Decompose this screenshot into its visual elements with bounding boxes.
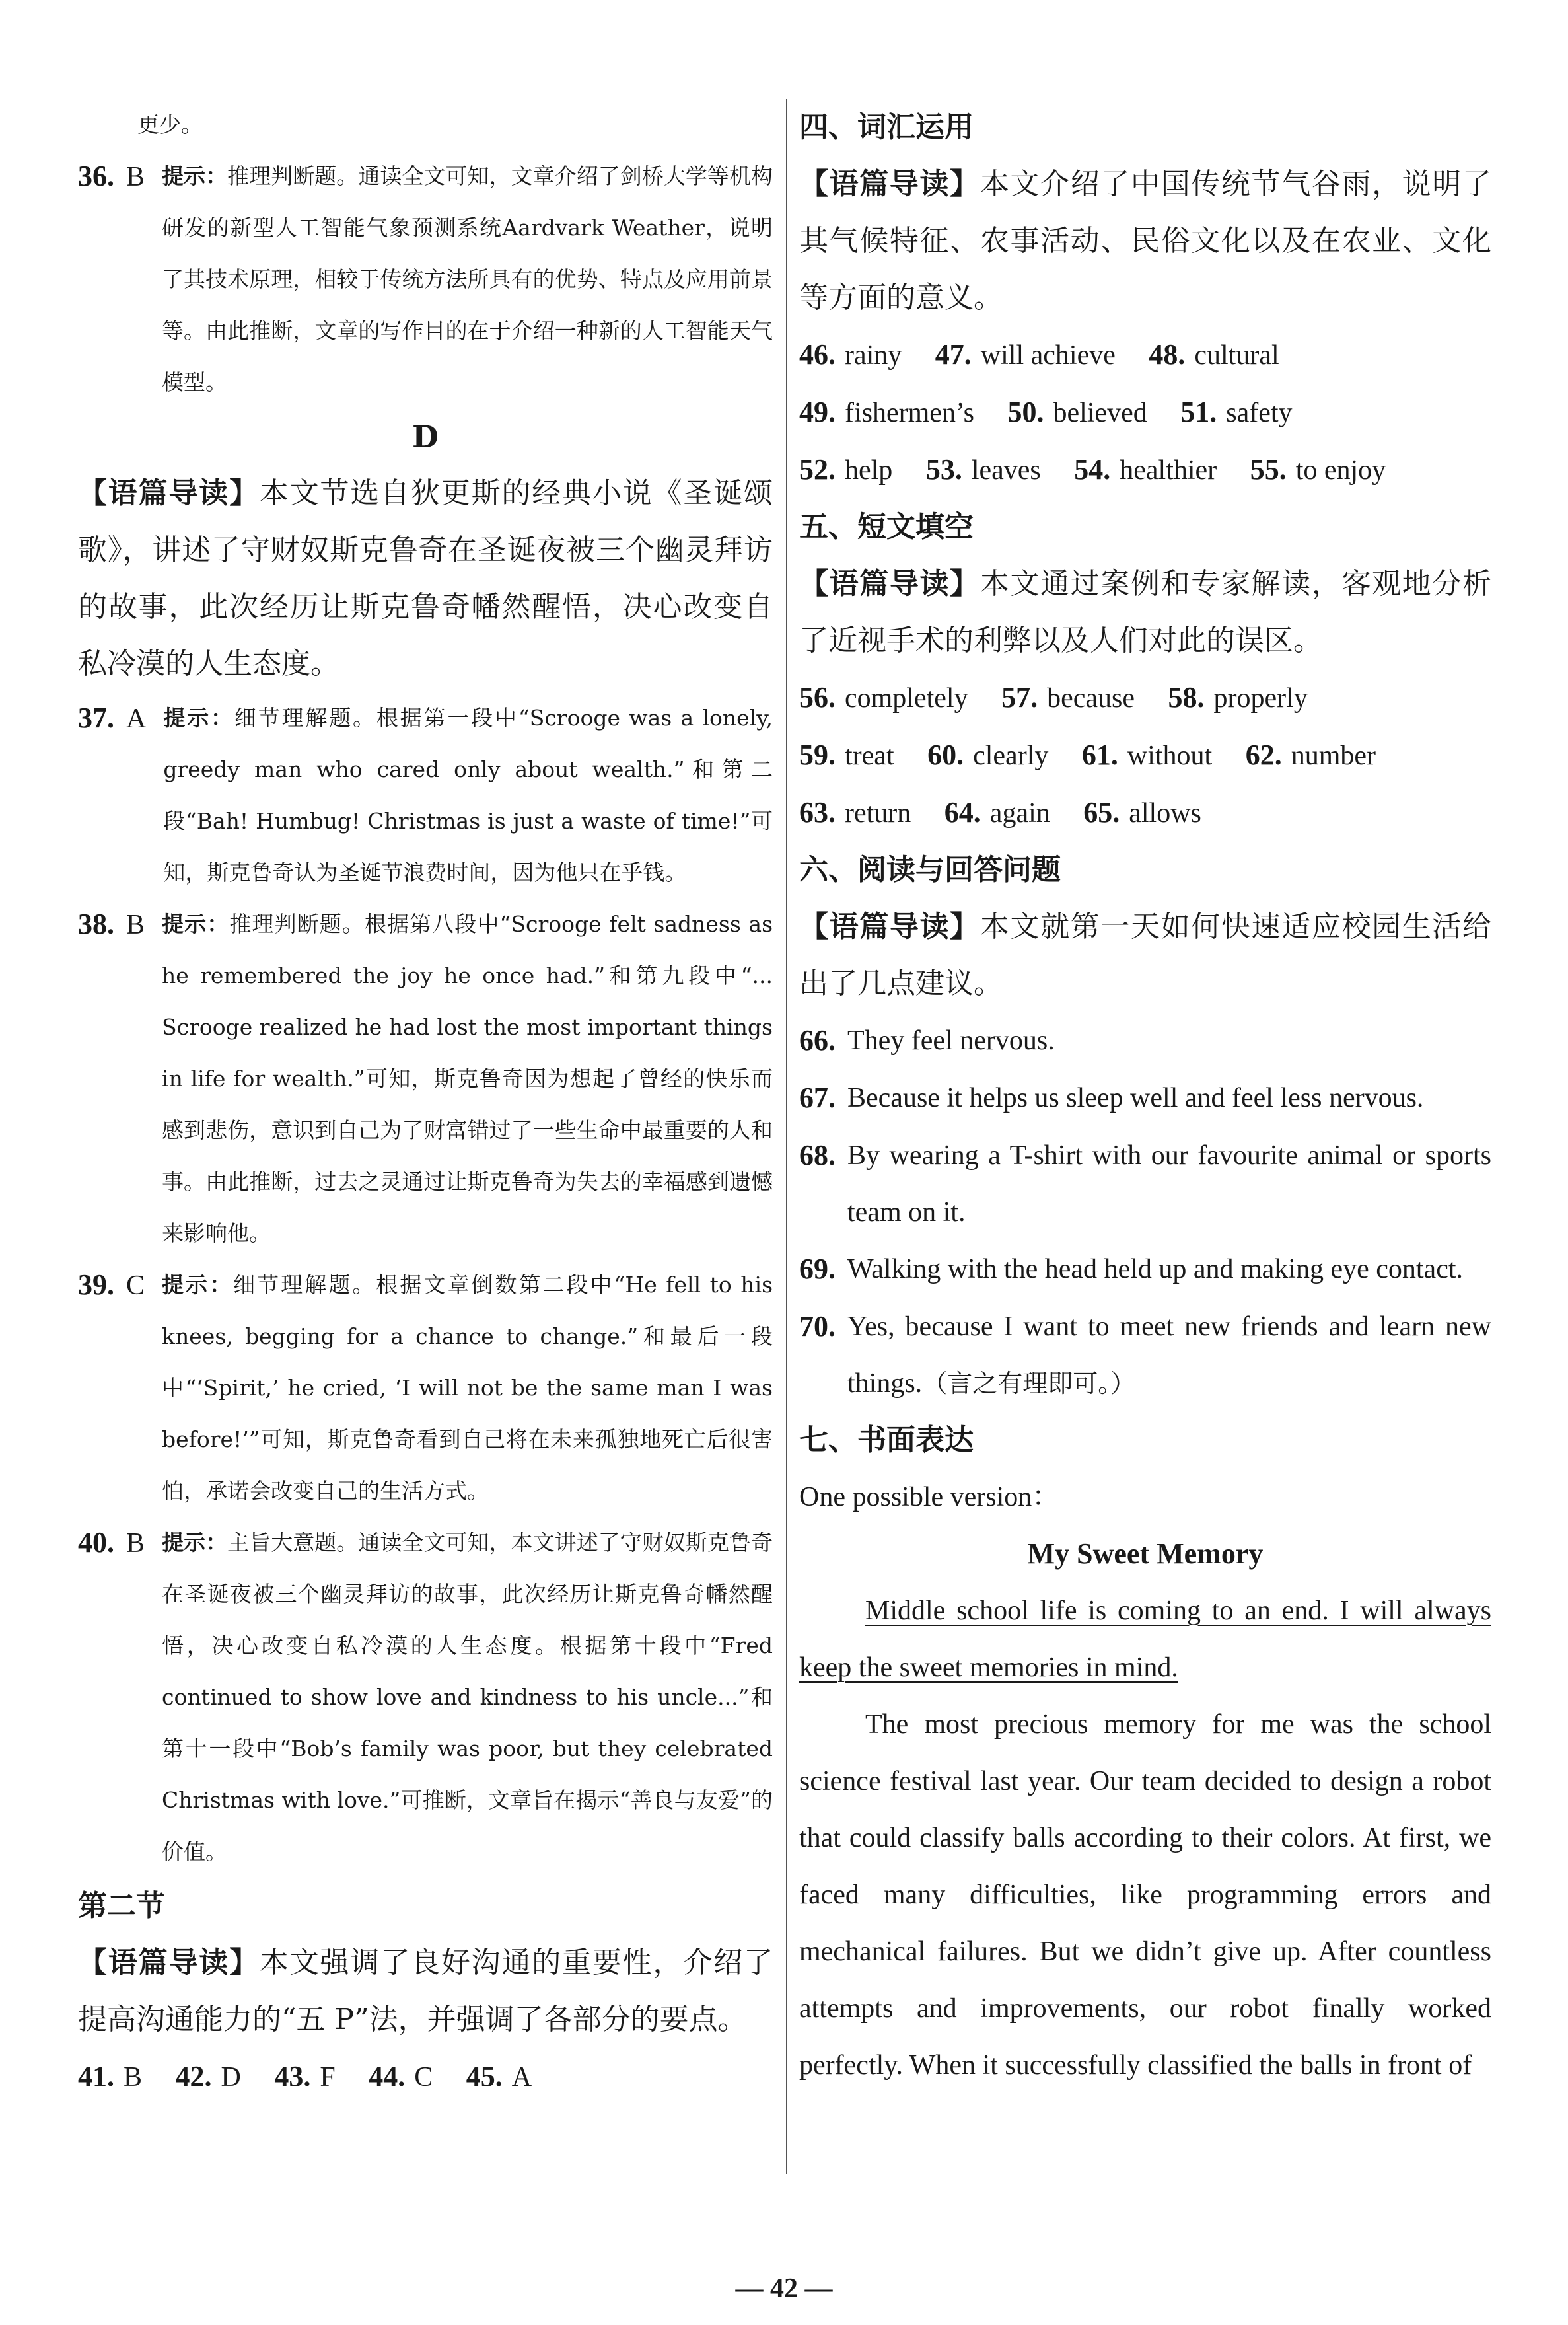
guide-text: 本文节选自狄更斯的经典小说《圣诞颂歌》，讲述了守财奴斯克鲁奇在圣诞夜被三个幽灵拜访的故事，此次经历让斯克鲁奇幡然醒悟，决心改变自私冷漠的人生态度。 <box>78 476 773 681</box>
answer-value: healthier <box>1120 455 1217 486</box>
answer-value: properly <box>1213 683 1308 714</box>
answers-59-62 <box>799 727 1491 784</box>
question-number: 36. <box>78 160 114 192</box>
answer-value: return <box>845 798 911 829</box>
answer-letter: B <box>126 910 145 940</box>
answer-note: （言之有理即可。） <box>922 1369 1136 1398</box>
answers-41-45 <box>78 2048 773 2106</box>
answer-value: clearly <box>973 741 1049 771</box>
answer-text: Walking with the head held up and making eye contact. <box>847 1254 1463 1284</box>
answer-item-38 <box>78 899 773 1259</box>
answer-value: without <box>1127 741 1213 771</box>
answer-value: safety <box>1226 398 1293 428</box>
possible-version-label: One possible version： <box>799 1482 1060 1512</box>
question-number: 48. <box>1149 338 1186 371</box>
reading-guide-2 <box>78 1935 773 2048</box>
question-number: 45. <box>466 2060 503 2092</box>
question-number: 44. <box>369 2060 406 2092</box>
answer-letter: C <box>126 1271 145 1301</box>
question-number: 70. <box>799 1310 836 1343</box>
question-number: 41. <box>78 2060 114 2092</box>
guide-label: 【语篇导读】 <box>78 1946 260 1979</box>
hint-text: 推理判断题。通读全文可知，文章介绍了剑桥大学等机构研发的新型人工智能气象预测系统Aardvark Weather，说明了其技术原理，相较于传统方法所具有的优势、特点及应用前景等。由此推断，文章的写作目的在于介绍一种新的人工智能天气模型。 <box>162 163 773 395</box>
answer-text: They feel nervous. <box>847 1025 1055 1056</box>
guide-label: 【语篇导读】 <box>799 567 980 601</box>
hint-label: 提示： <box>162 163 228 189</box>
question-number: 50. <box>1007 396 1044 428</box>
guide-label: 【语篇导读】 <box>78 476 260 510</box>
reading-guide-4 <box>799 156 1491 326</box>
guide-label: 【语篇导读】 <box>799 910 980 943</box>
hint-text: 主旨大意题。通读全文可知，本文讲述了守财奴斯克鲁奇在圣诞夜被三个幽灵拜访的故事，此次经历让斯克鲁奇幡然醒悟，决心改变自私冷漠的人生态度。根据第十段中“Fred continued to show love and kindness to his uncle...”和第十一段中“Bob’s family was poor, but they celebrated Christmas with love.”可推断，文章旨在揭示“善良与友爱”的价值。 <box>162 1530 773 1864</box>
answer-letter: B <box>126 162 145 192</box>
left-column <box>78 99 773 2106</box>
guide-text: 本文介绍了中国传统节气谷雨，说明了其气候特征、农事活动、民俗文化以及在农业、文化等方面的意义。 <box>799 167 1492 314</box>
hint-label: 提示： <box>163 705 234 731</box>
answer-value: D <box>221 2062 241 2092</box>
qa-item-69 <box>799 1241 1491 1298</box>
section-title-6: 六、阅读与回答问题 <box>799 853 1061 887</box>
question-number: 55. <box>1250 453 1287 486</box>
guide-text: 本文就第一天如何快速适应校园生活给出了几点建议。 <box>799 910 1492 1000</box>
question-number: 51. <box>1180 396 1217 428</box>
question-number: 65. <box>1083 796 1120 829</box>
answer-item-39 <box>78 1259 773 1517</box>
underlined-text: Middle school life is coming to an end. I will always keep the sweet memories in mind. <box>799 1596 1491 1683</box>
answer-value: A <box>511 2062 532 2092</box>
answer-value: number <box>1291 741 1376 771</box>
question-number: 46. <box>799 338 836 371</box>
hint-text: 细节理解题。根据文章倒数第二段中“He fell to his knees, begging for a chance to change.”和最后一段中“‘Spirit,’ he cried, ‘I will not be the same man I was before!’”可知，斯克鲁奇看到自己将在未来孤独地死亡后很害怕，承诺会改变自己的生活方式。 <box>162 1272 773 1504</box>
page-number: — 42 — <box>735 2273 833 2304</box>
question-number: 59. <box>799 739 836 771</box>
answer-item-40 <box>78 1517 773 1878</box>
qa-item-67 <box>799 1070 1491 1127</box>
qa-item-66 <box>799 1012 1491 1070</box>
question-number: 47. <box>935 338 972 371</box>
guide-text: 本文通过案例和专家解读，客观地分析了近视手术的利弊以及人们对此的误区。 <box>799 567 1492 657</box>
answer-value: fishermen’s <box>845 398 974 428</box>
section-title-5: 五、短文填空 <box>799 510 974 544</box>
answer-value: B <box>124 2062 143 2092</box>
question-number: 43. <box>274 2060 311 2092</box>
answer-value: C <box>414 2062 433 2092</box>
answer-value: will achieve <box>980 340 1116 371</box>
answer-value: completely <box>845 683 968 714</box>
answer-text: Because it helps us sleep well and feel less nervous. <box>847 1083 1424 1113</box>
hint-label: 提示： <box>162 911 230 937</box>
section-title-2: 第二节 <box>78 1889 165 1923</box>
question-number: 64. <box>944 796 981 829</box>
question-number: 69. <box>799 1253 836 1285</box>
question-number: 54. <box>1074 453 1111 486</box>
answer-value: again <box>989 798 1050 829</box>
answer-value: leaves <box>971 455 1041 486</box>
question-number: 37. <box>78 702 114 734</box>
reading-guide-d <box>78 465 773 692</box>
question-number: 39. <box>78 1269 114 1301</box>
essay-paragraph-2: The most precious memory for me was the school science festival last year. Our team decided to design a robot that could classify balls according to their colors. At first, we faced many difficulties, like programming errors and mechanical failures. But we didn’t give up. After countless attempts and improvements, our robot finally worked perfectly. When it successfully classified the balls in front of <box>799 1709 1491 2081</box>
answer-value: cultural <box>1194 340 1279 371</box>
question-number: 61. <box>1081 739 1118 771</box>
question-number: 57. <box>1001 681 1038 714</box>
answer-value: rainy <box>845 340 902 371</box>
answer-text: Yes, because I want to meet new friends and learn new things. <box>847 1311 1491 1399</box>
answers-52-55 <box>799 441 1491 499</box>
answer-item-36 <box>78 151 773 408</box>
question-number: 62. <box>1245 739 1282 771</box>
essay-title: My Sweet Memory <box>1027 1537 1264 1570</box>
question-number: 52. <box>799 453 836 486</box>
continuation-text: 更少。 <box>137 112 203 137</box>
guide-text: 本文强调了良好沟通的重要性，介绍了提高沟通能力的“五 P”法，并强调了各部分的要点。 <box>78 1946 773 2036</box>
question-number: 63. <box>799 796 836 829</box>
question-number: 40. <box>78 1526 114 1559</box>
answers-56-58 <box>799 669 1491 727</box>
question-number: 60. <box>927 739 964 771</box>
answer-text: By wearing a T-shirt with our favourite animal or sports team on it. <box>847 1140 1491 1228</box>
right-column <box>799 99 1491 2094</box>
question-number: 38. <box>78 908 114 940</box>
answer-value: treat <box>845 741 894 771</box>
answer-value: to enjoy <box>1295 455 1386 486</box>
guide-label: 【语篇导读】 <box>799 167 980 201</box>
question-number: 53. <box>925 453 962 486</box>
hint-text: 推理判断题。根据第八段中“Scrooge felt sadness as he remembered the joy he once had.”和第九段中“... Scrooge realized he had lost the most important things in life for wealth.”可知，斯克鲁奇因为想起了曾经的快乐而感到悲伤，意识到自己为了财富错过了一些生命中最重要的人和事。由此推断，过去之灵通过让斯克鲁奇为失去的幸福感到遗憾来影响他。 <box>162 911 773 1246</box>
essay-paragraph-1 <box>799 1582 1491 1696</box>
question-number: 49. <box>799 396 836 428</box>
question-number: 66. <box>799 1024 836 1056</box>
reading-guide-6 <box>799 899 1491 1012</box>
section-heading-d: D <box>412 419 439 455</box>
section-title-7: 七、书面表达 <box>799 1423 974 1457</box>
hint-label: 提示： <box>162 1272 234 1298</box>
hint-label: 提示： <box>162 1530 228 1555</box>
answer-letter: A <box>126 704 147 734</box>
hint-text: 细节理解题。根据第一段中“Scrooge was a lonely, greedy man who cared only about wealth.”和第二段“Bah! Humbug! Christmas is just a waste of time!”可知，斯克鲁奇认为圣诞节浪费时间，因为他只在乎钱。 <box>163 705 773 885</box>
question-number: 42. <box>175 2060 212 2092</box>
reading-guide-5 <box>799 556 1491 669</box>
answer-value: allows <box>1129 798 1201 829</box>
question-number: 67. <box>799 1082 836 1114</box>
qa-item-70 <box>799 1298 1491 1412</box>
answers-49-51 <box>799 384 1491 441</box>
column-divider <box>786 99 787 2174</box>
answer-letter: B <box>126 1528 145 1559</box>
question-number: 56. <box>799 681 836 714</box>
section-title-4: 四、词汇运用 <box>799 110 974 144</box>
answer-value: believed <box>1053 398 1147 428</box>
question-number: 68. <box>799 1139 836 1171</box>
answers-63-65 <box>799 784 1491 842</box>
question-number: 58. <box>1168 681 1205 714</box>
answers-46-48 <box>799 326 1491 384</box>
answer-value: because <box>1047 683 1135 714</box>
answer-value: F <box>320 2062 336 2092</box>
answer-value: help <box>845 455 893 486</box>
answer-item-37 <box>78 692 773 899</box>
qa-item-68 <box>799 1127 1491 1241</box>
